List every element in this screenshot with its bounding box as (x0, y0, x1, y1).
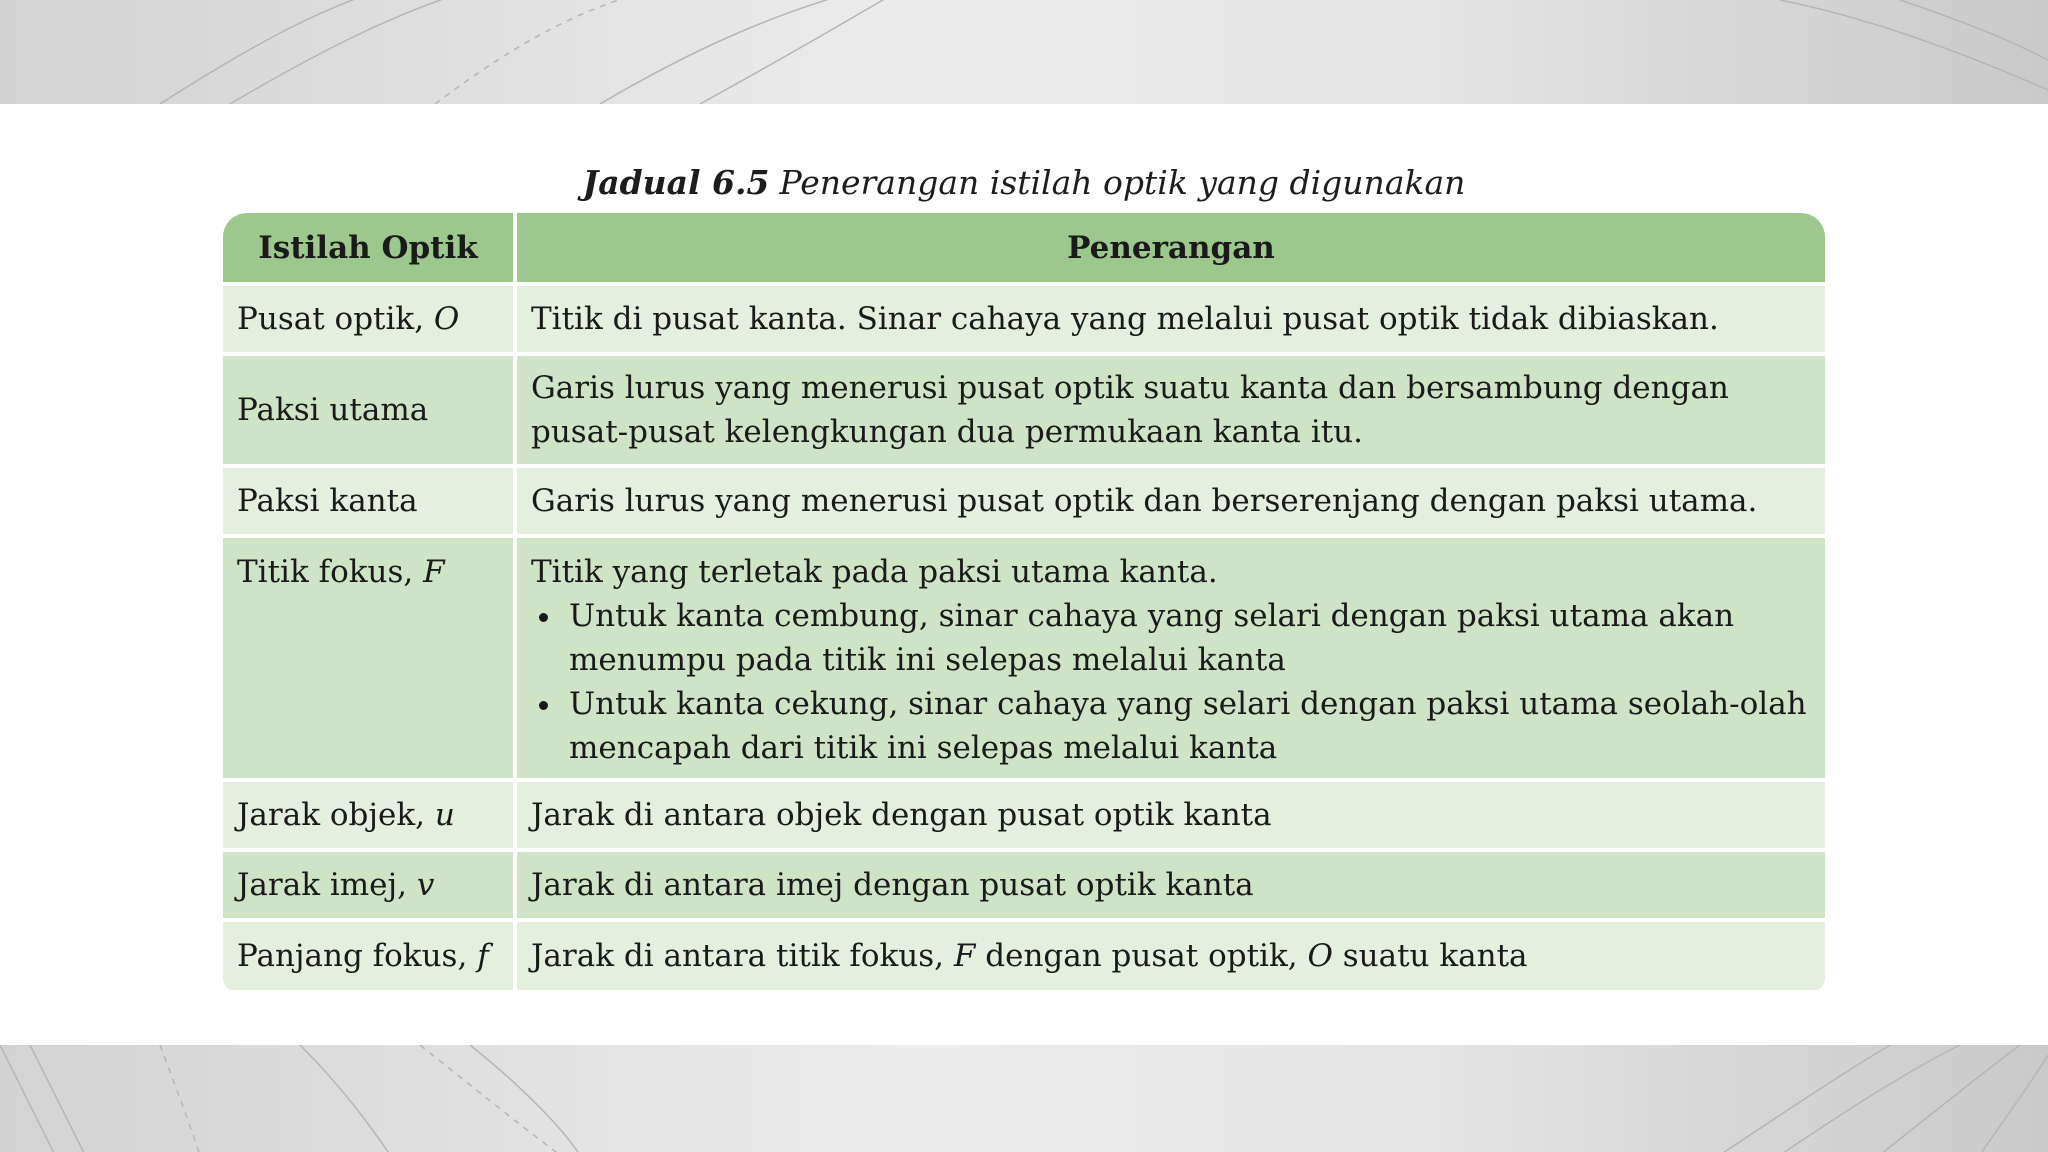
top-decorative-lines (0, 0, 2048, 104)
top-decorative-band (0, 0, 2048, 104)
description-intro: Titik yang terletak pada paksi utama kanta. (531, 554, 1218, 590)
table-row (223, 354, 1825, 466)
description-cell (515, 920, 1825, 990)
description-cell (515, 536, 1825, 780)
table-row (223, 284, 1825, 354)
caption-label: Jadual 6.5 (582, 163, 770, 202)
header-term: Istilah Optik (223, 213, 515, 284)
term-label: Panjang fokus, (237, 938, 478, 974)
table-row (223, 850, 1825, 920)
term-label: Jarak objek, (237, 797, 435, 833)
description-cell: Jarak di antara objek dengan pusat optik kanta (515, 780, 1825, 850)
description-part: suatu kanta (1332, 938, 1528, 974)
description-symbol: F (953, 938, 976, 974)
term-cell: Paksi kanta (223, 466, 515, 536)
table-header-row (223, 213, 1825, 284)
bullet-item: Untuk kanta cekung, sinar cahaya yang selari dengan paksi utama seolah-olah mencapah dari titik ini selepas melalui kanta (569, 682, 1811, 770)
bottom-decorative-band (0, 1045, 2048, 1152)
table-row (223, 780, 1825, 850)
term-cell: Paksi utama (223, 354, 515, 466)
term-cell (223, 920, 515, 990)
bullet-item: Untuk kanta cembung, sinar cahaya yang selari dengan paksi utama akan menumpu pada titik ini selepas melalui kanta (569, 594, 1811, 682)
table-row (223, 536, 1825, 780)
term-symbol: f (477, 938, 489, 974)
table-row (223, 466, 1825, 536)
term-symbol: v (416, 867, 435, 903)
term-cell (223, 780, 515, 850)
description-symbol: O (1307, 938, 1333, 974)
caption-text: Penerangan istilah optik yang digunakan (779, 163, 1466, 202)
term-cell (223, 850, 515, 920)
description-part: dengan pusat optik, (975, 938, 1308, 974)
header-description: Penerangan (515, 213, 1825, 284)
bottom-decorative-lines (0, 1045, 2048, 1152)
term-label: Titik fokus, (237, 554, 424, 590)
description-cell: Garis lurus yang menerusi pusat optik suatu kanta dan bersambung dengan pusat-pusat kelengkungan dua permukaan kanta itu. (515, 354, 1825, 466)
optics-table-container (223, 213, 1825, 993)
term-cell (223, 536, 515, 780)
optics-terms-table (223, 213, 1825, 990)
term-label: Jarak imej, (237, 867, 417, 903)
term-cell (223, 284, 515, 354)
description-cell: Titik di pusat kanta. Sinar cahaya yang melalui pusat optik tidak dibiaskan. (515, 284, 1825, 354)
description-part: Jarak di antara titik fokus, (531, 938, 954, 974)
description-bullets (531, 594, 1811, 770)
table-row (223, 920, 1825, 990)
description-cell: Garis lurus yang menerusi pusat optik dan berserenjang dengan paksi utama. (515, 466, 1825, 536)
term-symbol: u (434, 797, 455, 833)
term-symbol: F (423, 554, 445, 590)
description-cell: Jarak di antara imej dengan pusat optik kanta (515, 850, 1825, 920)
term-symbol: O (433, 301, 460, 337)
table-caption (0, 161, 2048, 205)
term-label: Pusat optik, (237, 301, 434, 337)
slide (0, 104, 2048, 1045)
